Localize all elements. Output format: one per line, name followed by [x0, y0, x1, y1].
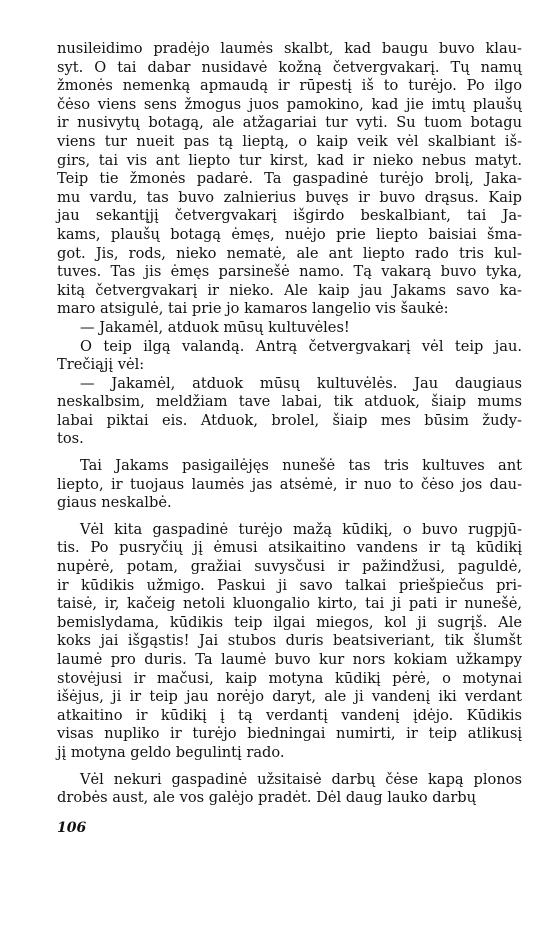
text-line: — Jakamėl, atduok mūsų kultuvėlės. Jau daugiaus	[80, 374, 522, 392]
text-line: laumė pro duris. Ta laumė buvo kur nors kokiam užkampy	[57, 651, 522, 668]
text-line: mu vardu, tas buvo zalnierius buvęs ir buvo drąsus. Kaip	[57, 188, 522, 206]
paragraph	[57, 40, 522, 319]
text-line: O teip ilgą valandą. Antrą četvergvakarį vėl teip jau.	[80, 337, 522, 355]
text-line: Teip tie žmonės padarė. Ta gaspadinė turėjo brolį, Jaka-	[57, 170, 522, 188]
text-line: ir kūdikis užmigo. Paskui ji savo talkai priešpiečus pri-	[57, 576, 522, 594]
text-line: žmonės nemenką apmaudą ir rūpestį iš to turėjo. Po ilgo	[57, 77, 522, 95]
page-number: 106	[57, 820, 87, 836]
text-line: jį motyna geldo begulintį rado.	[57, 743, 285, 761]
text-line: Tai Jakams pasigailėjęs nunešė tas tris kultuves ant	[80, 457, 522, 475]
text-line: neskalbsim, meldžiam tave labai, tik atduok, šiaip mums	[57, 393, 522, 411]
paragraph	[57, 375, 522, 449]
paragraph-gap	[57, 449, 522, 457]
text-line: Vėl nekuri gaspadinė užsitaisė darbų čėse kapą plonos	[80, 770, 522, 788]
text-line: ir nusivytų botagą, ale atžagariai tur vyti. Su tuom botagu	[57, 114, 522, 132]
text-line: išėjus, ji ir teip jau norėjo daryt, ale ji vandenį iki verdant	[57, 688, 522, 706]
text-line: — Jakamėl, atduok mūsų kultuvėles!	[80, 318, 350, 336]
text-line: maro atsigulė, tai prie jo kamaros langelio vis šaukė:	[57, 300, 449, 318]
text-line: tis. Po pusryčių jį ėmusi atsikaitino vandens ir tą kūdikį	[57, 539, 522, 557]
text-line: bemislydama, kūdikis teip ilgai miegos, kol ji sugrįš. Ale	[57, 613, 522, 631]
paragraph	[57, 457, 522, 513]
text-line: visas nupliko ir turėjo biedningai numirti, ir teip atlikusį	[57, 725, 522, 743]
text-line: nusileidimo pradėjo laumės skalbt, kad baugu buvo klau-	[57, 40, 522, 57]
text-line: kams, plaušų botagą ėmęs, nuėjo prie liepto baisiai šma-	[57, 225, 522, 243]
text-line: nupėrė, potam, gražiai suvysčusi ir pažindžusi, paguldė,	[57, 558, 522, 576]
paragraph-gap	[57, 763, 522, 771]
text-line: labai piktai eis. Atduok, brolel, šiaip mes būsim žudy-	[57, 411, 522, 429]
text-line: viens tur nueit pas tą lieptą, o kaip veik vėl skalbiant iš-	[57, 132, 522, 150]
text-line: taisė, ir, kačeig netoli kluongalio kirto, tai ji pati ir nunešė,	[57, 595, 522, 613]
text-line: čėso viens sens žmogus juos pamokino, kad jie imtų plaušų	[57, 95, 522, 113]
paragraph	[57, 319, 522, 338]
text-line: tos.	[57, 430, 84, 448]
text-line: kitą četvergvakarį ir nieko. Ale kaip jau Jakams savo ka-	[57, 281, 522, 299]
text-line: drobės aust, ale vos galėjo pradėt. Dėl daug lauko darbų	[57, 789, 477, 807]
book-page	[57, 40, 522, 920]
text-line: jau sekantįjį četvergvakarį išgirdo beskalbiant, tai Ja-	[57, 207, 522, 225]
paragraph-gap	[57, 513, 522, 521]
text-line: Vėl kita gaspadinė turėjo mažą kūdikį, o buvo rugpjū-	[80, 520, 522, 538]
paragraph	[57, 521, 522, 763]
text-line: syt. O tai dabar nusidavė kožną četvergvakarį. Tų namų	[57, 58, 522, 76]
paragraph	[57, 771, 522, 808]
text-line: liepto, ir tuojaus laumės jas atsėmė, ir nuo to čėso jos dau-	[57, 475, 522, 493]
text-line: atkaitino ir kūdikį į tą verdantį vandenį įdėjo. Kūdikis	[57, 706, 522, 724]
paragraph	[57, 338, 522, 375]
text-line: Trečiąjį vėl:	[57, 356, 145, 374]
text-line: koks jai išgąstis! Jai stubos duris beatsiveriant, tik šlumšt	[57, 632, 522, 650]
text-line: stovėjusi ir mačusi, kaip motyna kūdikį pėrė, o motynai	[57, 669, 522, 687]
text-line: giaus neskalbė.	[57, 494, 172, 512]
body-text	[57, 40, 522, 808]
text-line: got. Jis, rods, nieko nematė, ale ant liepto rado tris kul-	[57, 244, 522, 262]
text-line: girs, tai vis ant liepto tur kirst, kad ir nieko nebus matyt.	[57, 151, 522, 169]
text-line: tuves. Tas jis ėmęs parsinešė namo. Tą vakarą buvo tyka,	[57, 263, 522, 281]
